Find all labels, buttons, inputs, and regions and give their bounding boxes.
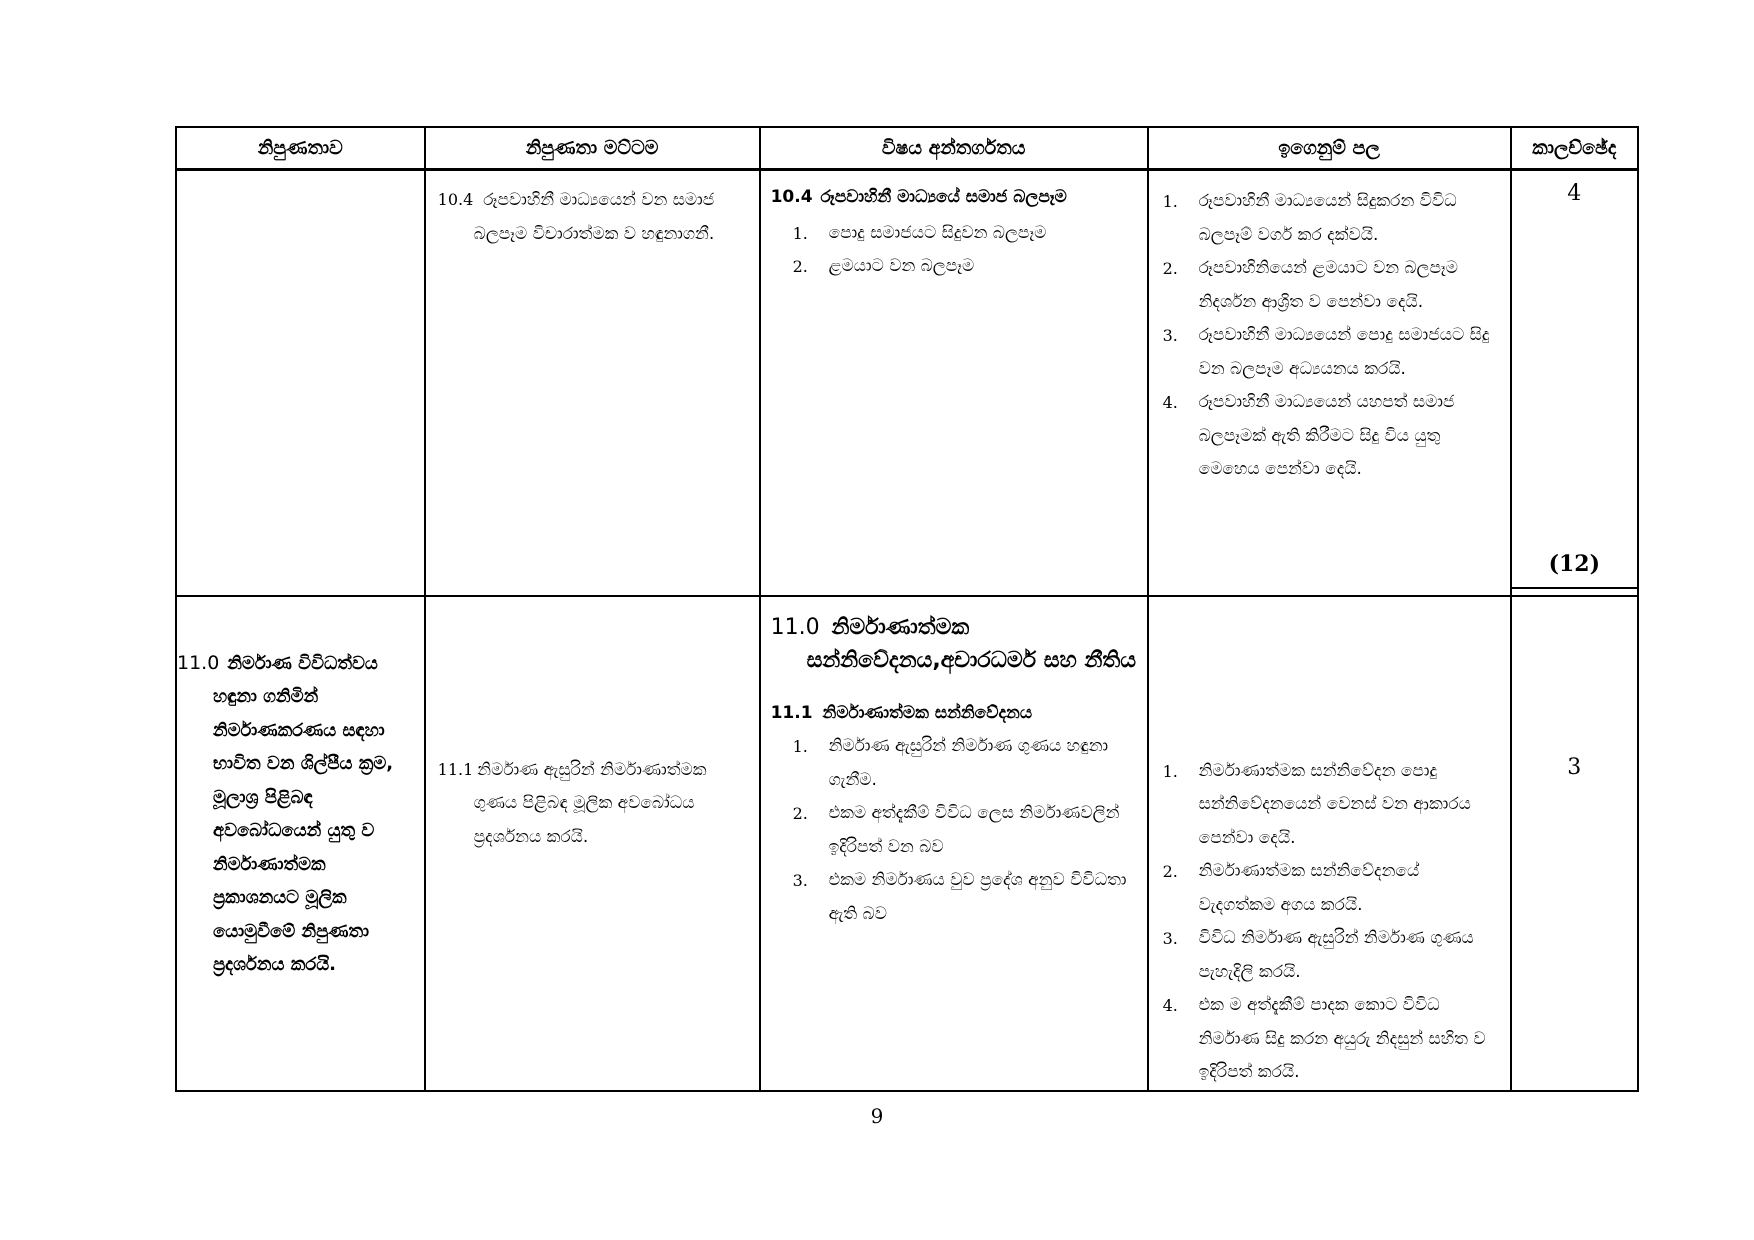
list-item: 2. නිර්මාණාත්මක සන්නිවේදනයේ වැදගත්කම අගය කරයි.	[1162, 861, 1420, 915]
competency-number: 11.0	[177, 651, 220, 674]
table-row	[176, 170, 1638, 596]
list-item: 1. රූපවාහිනී මාධ්‍යයෙන් සිදුකරන විවිධ බලපෑම් වර්ග කර දක්වයි.	[1162, 191, 1457, 245]
level-description: නිර්මාණ ඇසුරින් නිර්මාණාත්මක ගුණය පිළිබඳ මූලික අවබෝධය ප්‍රදර්ශනය කරයි.	[473, 759, 707, 847]
header-competency: නිපුණතාව	[176, 127, 425, 170]
outcomes-list	[1149, 597, 1510, 1090]
level-number: 11.1	[437, 759, 474, 779]
subject-content-cell	[760, 596, 1148, 1091]
content-title-text: රූපවාහිනී මාධ්‍යයේ සමාජ බලපෑම	[820, 187, 1067, 207]
table-row	[176, 596, 1638, 1091]
content-subtitle	[771, 697, 1137, 731]
content-sub-number: 11.1	[770, 702, 813, 723]
header-learning-outcomes: ඉගෙනුම් පල	[1148, 127, 1511, 170]
list-item: 4. රූපවාහිනී මාධ්‍යයෙන් යහපත් සමාජ බලපෑමක් ඇති කිරීමට සිදු විය යුතු මෙහෙය පෙන්වා දෙයි.	[1162, 392, 1455, 479]
competency-cell	[176, 596, 425, 1091]
list-item: 1. නිර්මාණ ඇසුරින් නිර්මාණ ගුණය හඳුනා ගැනීම.	[792, 736, 1109, 790]
list-item: 2. එකම අත්දැකීම් විවිධ ලෙස නිර්මාණවලින් ඉදිරිපත් වන බව	[792, 803, 1120, 857]
content-title	[771, 181, 1137, 215]
content-main-title	[771, 611, 1137, 677]
content-subtitle-text: නිර්මාණාත්මක සන්නිවේදනය	[822, 702, 1033, 723]
list-item: 2. ළමයාට වන බලපෑම	[792, 256, 975, 276]
header-subject-content: විෂය අන්තර්ගතය	[760, 127, 1148, 170]
periods-cell	[1511, 170, 1638, 596]
header-competency-level: නිපුණතා මට්ටම	[425, 127, 760, 170]
subject-content-cell	[760, 170, 1148, 596]
list-item: 3. එකම නිර්මාණය වුව ප්‍රදේශ අනුව විවිධතා ඇති බව	[792, 870, 1127, 924]
header-periods: කාලච්ඡේද	[1511, 127, 1638, 170]
list-item: 1. පොදු සමාජයට සිදුවන බලපෑම	[792, 222, 1047, 243]
periods-value: 4	[1567, 181, 1582, 206]
content-number: 10.4	[770, 187, 813, 207]
content-list	[793, 217, 1137, 284]
level-description: රූපවාහිනී මාධ්‍යයෙන් වන සමාජ බලපෑම විචාරාත්මක ව හඳුනාගනී.	[473, 190, 715, 244]
periods-total: (12)	[1548, 550, 1601, 577]
list-item: 3. රූපවාහිනී මාධ්‍යයෙන් පොදු සමාජයට සිදු වන බලපෑම අධ්‍යයනය කරයි.	[1162, 325, 1490, 379]
content-list	[793, 730, 1137, 931]
level-number: 10.4	[437, 190, 474, 209]
content-main-title-text: නිර්මාණාත්මක සන්නිවේදනය,අචාරධර්ම සහ නීතිය	[806, 614, 1137, 673]
competency-level-text	[426, 171, 759, 251]
competency-level-cell	[425, 170, 760, 596]
syllabus-table	[175, 126, 1639, 1092]
competency-level-cell	[425, 596, 760, 1091]
learning-outcomes-cell	[1148, 596, 1511, 1091]
learning-outcomes-cell	[1148, 170, 1511, 596]
outcomes-list	[1149, 171, 1510, 487]
total-divider	[1512, 587, 1637, 589]
competency-level-text	[426, 597, 759, 855]
list-item: 3. විවිධ නිර්මාණ ඇසුරින් නිර්මාණ ගුණය පැහැදිලි කරයි.	[1162, 928, 1474, 982]
content-main-number: 11.0	[770, 614, 820, 640]
list-item: 2. රූපවාහිනියෙන් ළමයාට වන බලපෑම නිදර්ශන ආශ්‍රිත ව පෙන්වා දෙයි.	[1162, 258, 1459, 312]
competency-text	[177, 597, 424, 982]
page-number: 9	[870, 1104, 884, 1128]
competency-description: නිර්මාණ විවිධත්වය හඳුනා ගනිමින් නිර්මාණකරණය සඳහා භාවිත වන ශිල්පීය ක්‍රම, මූලාශ්‍ර පිළිබඳ අවබෝධයෙන් යුතු ව නිර්මාණාත්මක ප්‍රකාශනයට මූලික යොමුවීමේ නිපුණතා ප්‍රදර්ශනය කරයි.	[213, 652, 394, 975]
header-row	[176, 127, 1638, 170]
list-item: 4. එක ම අත්දැකීම් පාදක කොට විවිධ නිර්මාණ සිදු කරන අයුරු නිදසුන් සහිත ව ඉදිරිපත් කරයි.	[1162, 995, 1486, 1082]
periods-cell	[1511, 596, 1638, 1091]
competency-cell	[176, 170, 425, 596]
list-item: 1. නිර්මාණාත්මක සන්නිවේදන පොදු සන්නිවේදනයෙන් වෙනස් වන ආකාරය පෙන්වා දෙයි.	[1162, 760, 1471, 848]
periods-value: 3	[1567, 754, 1582, 780]
